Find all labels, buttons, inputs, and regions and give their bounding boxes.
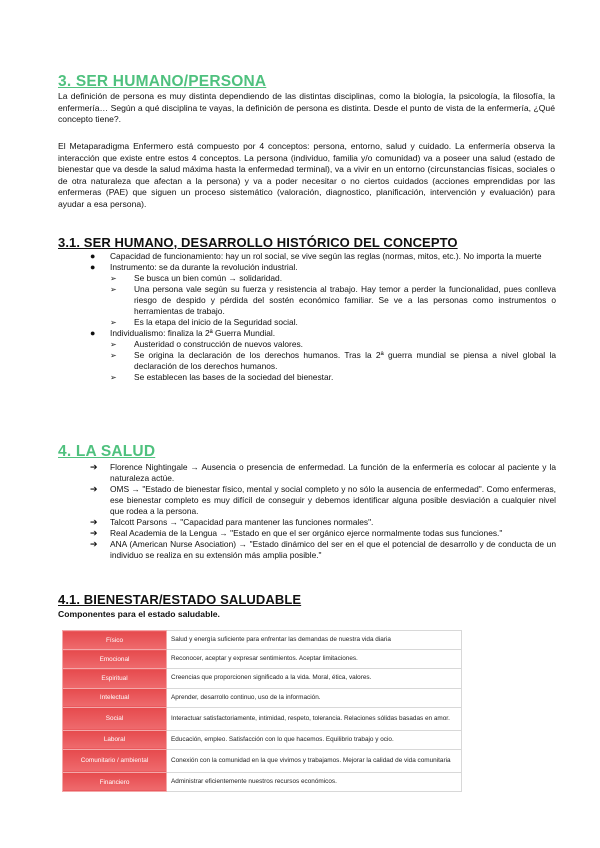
- right-arrow-icon: ➔: [90, 517, 98, 527]
- component-description: Administrar eficientemente nuestros recursos económicos.: [167, 772, 462, 791]
- section-3-paragraph-1: La definición de persona es muy distinta dependiendo de las distintas disciplinas, como la biología, la psicología, la filosofía, la enfermería… Según a qué disciplina te vayas, la definición de persona es distinta. Desde el punto de vista de la enfermería, ¿Qué concepto tiene?.: [58, 91, 555, 124]
- component-label: Intelectual: [63, 688, 167, 707]
- list-item-text: Instrumento: se da durante la revolución industrial.: [110, 262, 298, 272]
- list-item-text: Individualismo: finaliza la 2ª Guerra Mundial.: [110, 328, 276, 338]
- table-row: [63, 688, 462, 707]
- definition-text: Talcott Parsons → "Capacidad para mantener las funciones normales".: [110, 517, 374, 527]
- sub-list-item: [90, 372, 556, 383]
- arrowhead-icon: ➢: [110, 274, 117, 283]
- definition-item: [88, 528, 556, 539]
- sub-list-item-text: Se busca un bien común → solidaridad.: [134, 273, 283, 283]
- table-row: [63, 749, 462, 772]
- sub-list-item-text: Se establecen las bases de la sociedad del bienestar.: [134, 372, 334, 382]
- sub-list-item: [90, 284, 556, 317]
- list-item: [90, 251, 556, 262]
- arrowhead-icon: ➢: [110, 373, 117, 382]
- right-arrow-icon: ➔: [90, 484, 98, 494]
- arrowhead-icon: ➢: [110, 285, 117, 294]
- arrowhead-icon: ➢: [110, 318, 117, 327]
- sub-list-item-text: Es la etapa del inicio de la Seguridad social.: [134, 317, 298, 327]
- list-item: [90, 262, 556, 273]
- section-4-1-title: 4.1. BIENESTAR/ESTADO SALUDABLE: [58, 592, 302, 607]
- table-row: [63, 669, 462, 688]
- right-arrow-icon: ➔: [90, 539, 98, 549]
- component-description: Conexión con la comunidad en la que vivimos y trabajamos. Mejorar la calidad de vida comunitaria: [167, 749, 462, 772]
- component-description: Interactuar satisfactoriamente, intimidad, respeto, tolerancia. Relaciones sólidas basadas en amor.: [167, 707, 462, 730]
- table-row: [63, 730, 462, 749]
- sub-list-item: [90, 339, 556, 350]
- table-row: [63, 650, 462, 669]
- section-4-1-subtitle: Componentes para el estado saludable.: [58, 609, 220, 619]
- component-label: Financiero: [63, 772, 167, 791]
- component-label: Comunitario / ambiental: [63, 749, 167, 772]
- list-item: [90, 328, 556, 339]
- table-row: [63, 631, 462, 650]
- section-3-1-list: [90, 251, 556, 383]
- sub-list-item-text: Austeridad o construcción de nuevos valores.: [134, 339, 303, 349]
- component-description: Educación, empleo. Satisfacción con lo que hacemos. Equilibrio trabajo y ocio.: [167, 730, 462, 749]
- sub-list-item: [90, 317, 556, 328]
- right-arrow-icon: ➔: [90, 528, 98, 538]
- component-description: Salud y energía suficiente para enfrentar las demandas de nuestra vida diaria: [167, 631, 462, 650]
- component-description: Aprender, desarrollo continuo, uso de la información.: [167, 688, 462, 707]
- definition-item: [88, 517, 556, 528]
- table-row: [63, 707, 462, 730]
- bullet-icon: ●: [90, 262, 96, 272]
- definition-item: [88, 539, 556, 561]
- definition-item: [88, 484, 556, 517]
- right-arrow-icon: ➔: [90, 462, 98, 472]
- list-item-text: Capacidad de funcionamiento: hay un rol social, se vive según las reglas (normas, mitos, etc.). No importa la muerte: [110, 251, 542, 261]
- section-3-paragraph-2: El Metaparadigma Enfermero está compuesto por 4 conceptos: persona, entorno, salud y cuidado. La enfermería observa la interacción que existe entre estos 4 conceptos. La persona (individuo, familia y/o comunidad) va a poseer una salud (estado de bienestar que va desde la salud máxima hasta la enfermedad terminal), va a vivir en un entorno (circunstancias físicas, sociales o de otra naturaleza que afectan a la persona) y va a poder necesitar o no ciertos cuidados (acciones emprendidas por las enfermeras (PAE) que siguen un proceso sistemático (valoración, diagnostico, planificación, intervención y evaluación) para ayudar a esa persona).: [58, 141, 555, 209]
- bullet-icon: ●: [90, 251, 96, 261]
- component-description: Reconocer, aceptar y expresar sentimientos. Aceptar limitaciones.: [167, 650, 462, 669]
- definition-item: [88, 462, 556, 484]
- section-3-1-title: 3.1. SER HUMANO, DESARROLLO HISTÓRICO DEL CONCEPTO: [58, 235, 458, 250]
- section-3-title: 3. SER HUMANO/PERSONA: [58, 73, 267, 90]
- sub-list-item-text: Se origina la declaración de los derechos humanos. Tras la 2ª guerra mundial se piensa a nivel global la declaración de los derechos humanos.: [134, 350, 556, 371]
- table-row: [63, 772, 462, 791]
- definition-text: OMS → "Estado de bienestar físico, mental y social completo y no sólo la ausencia de enfermedad". Como enfermeras, ese bienestar completo es muy difícil de conseguir y debemos identificar alguna posible desviación a cualquier nivel que rodea a la persona.: [110, 484, 556, 516]
- section-4-list: [88, 462, 556, 561]
- component-description: Creencias que proporcionen significado a la vida. Moral, ética, valores.: [167, 669, 462, 688]
- component-label: Laboral: [63, 730, 167, 749]
- wellness-components-table: [62, 630, 462, 792]
- bullet-icon: ●: [90, 328, 96, 338]
- definition-text: Florence Nightingale → Ausencia o presencia de enfermedad. La función de la enfermería es colocar al paciente y la naturaleza actúe.: [110, 462, 556, 483]
- sub-list-item-text: Una persona vale según su fuerza y resistencia al trabajo. Hay temor a perder la funcionalidad, pues conlleva riesgo de despido y pérdida del sostén económico familiar. Se ve a las personas como instrumentos o herramientas de trabajo.: [134, 284, 556, 316]
- definition-text: Real Academia de la Lengua → "Estado en que el ser orgánico ejerce normalmente todas sus funciones.": [110, 528, 503, 538]
- component-label: Espiritual: [63, 669, 167, 688]
- sub-list-item: [90, 273, 556, 284]
- component-label: Social: [63, 707, 167, 730]
- definition-text: ANA (American Nurse Asociation) → "Estado dinámico del ser en el que el potencial de desarrollo y de conducta de un individuo se realiza en su extensión más amplia posible.": [110, 539, 556, 560]
- arrowhead-icon: ➢: [110, 351, 117, 360]
- sub-list-item: [90, 350, 556, 372]
- section-4-title: 4. LA SALUD: [58, 443, 156, 460]
- arrowhead-icon: ➢: [110, 340, 117, 349]
- component-label: Físico: [63, 631, 167, 650]
- component-label: Emocional: [63, 650, 167, 669]
